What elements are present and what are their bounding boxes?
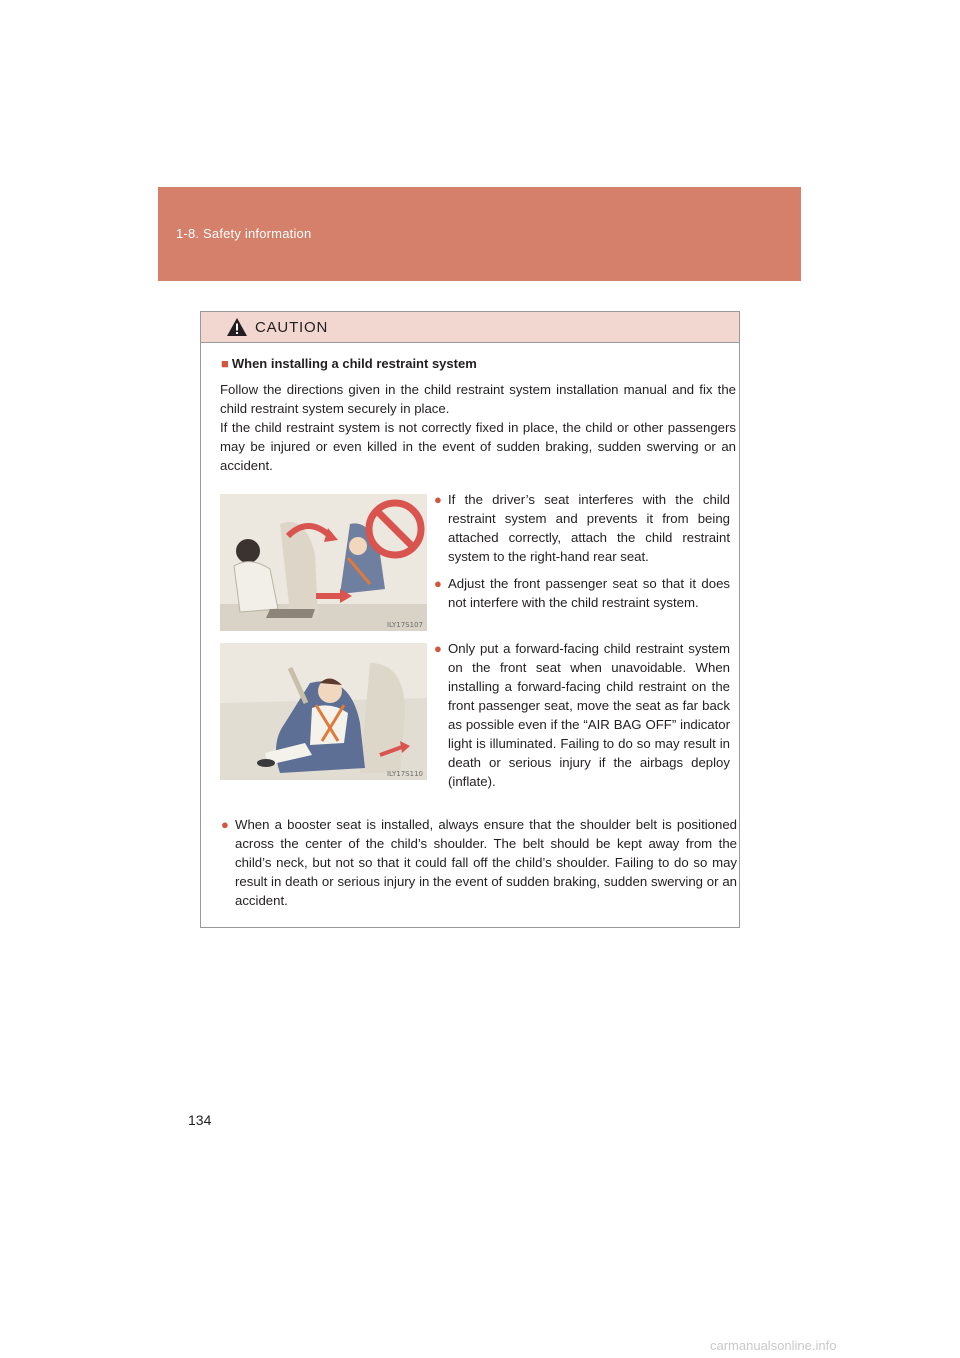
bullet-marker: ● <box>434 576 442 591</box>
caution-subheading <box>221 356 477 371</box>
square-marker: ■ <box>221 356 229 371</box>
subheading-text: When installing a child restraint system <box>231 356 477 371</box>
caution-box <box>200 311 740 928</box>
bullet-text: When a booster seat is installed, always ensure that the shoulder belt is positioned across the center of the child’s shoulder. The belt should be kept away from the child’s neck, but not so that it could fall off the child’s shoulder. Failing to do so may result in death or serious injury in the event of sudden braking, sudden swerving or an accident. <box>235 817 737 908</box>
bullet-text: Only put a forward-facing child restraint system on the front seat when unavoidable. When installing a forward-facing child restraint on the front passenger seat, move the seat as far back as possible even if the “AIR BAG OFF” indicator light is illuminated. Failing to do so may result in death or serious injury if the airbags deploy (inflate). <box>448 641 730 789</box>
illustration-forward-facing-seat <box>220 643 427 780</box>
page-number: 134 <box>188 1112 212 1128</box>
caution-bullet <box>434 490 730 566</box>
caution-header <box>201 312 739 343</box>
section-header-band <box>158 187 801 281</box>
section-title: 1-8. Safety information <box>176 226 312 241</box>
bullet-marker: ● <box>221 817 229 832</box>
warning-triangle-icon <box>226 317 248 337</box>
caution-title: CAUTION <box>255 319 329 336</box>
illustration-code: ILY17S110 <box>386 770 423 778</box>
caution-bullet <box>434 574 730 612</box>
caution-paragraph: Follow the directions given in the child restraint system installation manual and fix the child restraint system securely in place. <box>220 382 736 416</box>
illustration-driver-seat-interference <box>220 494 427 631</box>
bullet-marker: ● <box>434 641 442 656</box>
bullet-marker: ● <box>434 492 442 507</box>
illustration-code: ILY17S107 <box>386 621 423 629</box>
caution-paragraph: If the child restraint system is not correctly fixed in place, the child or other passengers may be injured or even killed in the event of sudden braking, sudden swerving or an accident. <box>220 420 736 473</box>
watermark: carmanualsonline.info <box>710 1338 837 1353</box>
forward-facing-seat-illustration <box>220 643 427 780</box>
caution-bullet <box>434 639 730 791</box>
child-seat-illustration <box>220 494 427 631</box>
bullet-text: If the driver’s seat interferes with the child restraint system and prevents it from being attached correctly, attach the child restraint system to the right-hand rear seat. <box>448 492 730 564</box>
bullet-text: Adjust the front passenger seat so that it does not interfere with the child restraint system. <box>448 576 730 610</box>
caution-bullet <box>221 815 737 910</box>
